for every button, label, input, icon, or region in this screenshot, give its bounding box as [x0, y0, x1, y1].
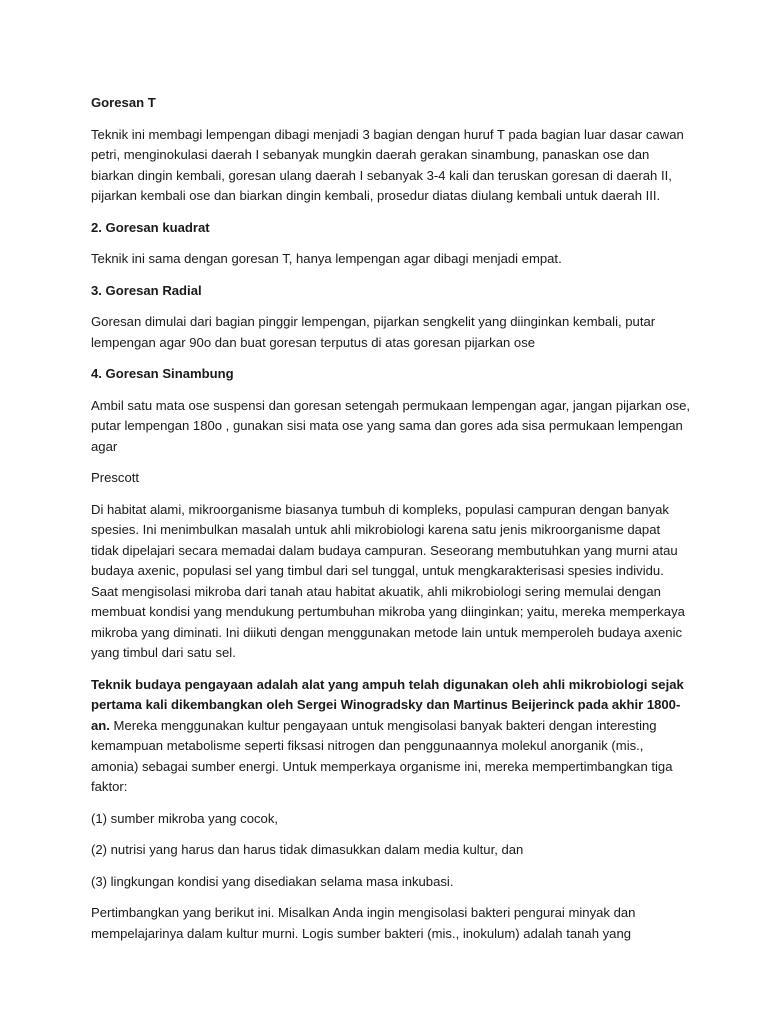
heading-goresan-kuadrat: 2. Goresan kuadrat	[91, 219, 210, 235]
list-item-factor-1: (1) sumber mikroba yang cocok,	[91, 810, 279, 826]
paragraph-prescott-2	[91, 675, 691, 798]
heading-goresan-sinambung: 4. Goresan Sinambung	[91, 366, 234, 381]
heading-goresan-radial: 3. Goresan Radial	[91, 282, 202, 298]
list-item-factor-3: (3) lingkungan kondisi yang disediakan selama masa inkubasi.	[91, 873, 454, 889]
heading-goresan-t: Goresan T	[91, 95, 156, 110]
paragraph-prescott-2-bold: Teknik budaya pengayaan adalah alat yang ampuh telah digunakan oleh ahli mikrobiologi sejak pertama kali dikembangkan oleh Sergei Winogradsky dan Martinus Beijerinck pada akhir 1800-an.	[91, 676, 684, 733]
paragraph-prescott-2-rest: Mereka menggunakan kultur pengayaan untuk mengisolasi banyak bakteri dengan interesting kemampuan metabolisme seperti fiksasi nitrogen dan penggunaannya molekul anorganik (mis., amonia) sebagai sumber energi. Untuk memperkaya organisme ini, mereka mempertimbangkan tiga faktor:	[91, 717, 673, 794]
list-item-factor-2: (2) nutrisi yang harus dan harus tidak dimasukkan dalam media kultur, dan	[91, 842, 524, 857]
paragraph-goresan-kuadrat: Teknik ini sama dengan goresan T, hanya lempengan agar dibagi menjadi empat.	[91, 251, 562, 266]
label-prescott: Prescott	[91, 470, 140, 485]
paragraph-goresan-t: Teknik ini membagi lempengan dibagi menjadi 3 bagian dengan huruf T pada bagian luar dasar cawan petri, menginokulasi daerah I sebanyak mungkin daerah gerakan sinambung, panaskan ose dan biarkan dingin kembali, goresan ulang daerah I sebanyak 3-4 kali dan teruskan goresan di daerah II, pijarkan kembali ose dan biarkan dingin kembali, prosedur diatas diulang kembali untuk daerah III.	[91, 126, 684, 203]
paragraph-prescott-1: Di habitat alami, mikroorganisme biasanya tumbuh di kompleks, populasi campuran dengan banyak spesies. Ini menimbulkan masalah untuk ahli mikrobiologi karena satu jenis mikroorganisme dapat tidak dipelajari secara memadai dalam budaya campuran. Seseorang membutuhkan yang murni atau budaya axenic, populasi sel yang timbul dari sel tunggal, untuk mengkarakterisasi spesies individu. Saat mengisolasi mikroba dari tanah atau habitat akuatik, ahli mikrobiologi sering memulai dengan membuat kondisi yang mendukung pertumbuhan mikroba yang diinginkan; yaitu, mereka memperkaya mikroba yang diminati. Ini diikuti dengan menggunakan metode lain untuk memperoleh budaya axenic yang timbul dari satu sel.	[91, 501, 685, 660]
paragraph-goresan-sinambung: Ambil satu mata ose suspensi dan goresan setengah permukaan lempengan agar, jangan pijarkan ose, putar lempengan 180o , gunakan sisi mata ose yang sama dan gores ada sisa permukaan lempengan agar	[91, 397, 691, 454]
paragraph-goresan-radial: Goresan dimulai dari bagian pinggir lempengan, pijarkan sengkelit yang diinginkan kembali, putar lempengan agar 90o dan buat goresan terputus di atas goresan pijarkan ose	[91, 314, 656, 350]
paragraph-prescott-3: Pertimbangkan yang berikut ini. Misalkan Anda ingin mengisolasi bakteri pengurai minyak dan mempelajarinya dalam kultur murni. Logis sumber bakteri (mis., inokulum) adalah tanah yang	[91, 905, 636, 941]
document-body	[91, 93, 691, 955]
